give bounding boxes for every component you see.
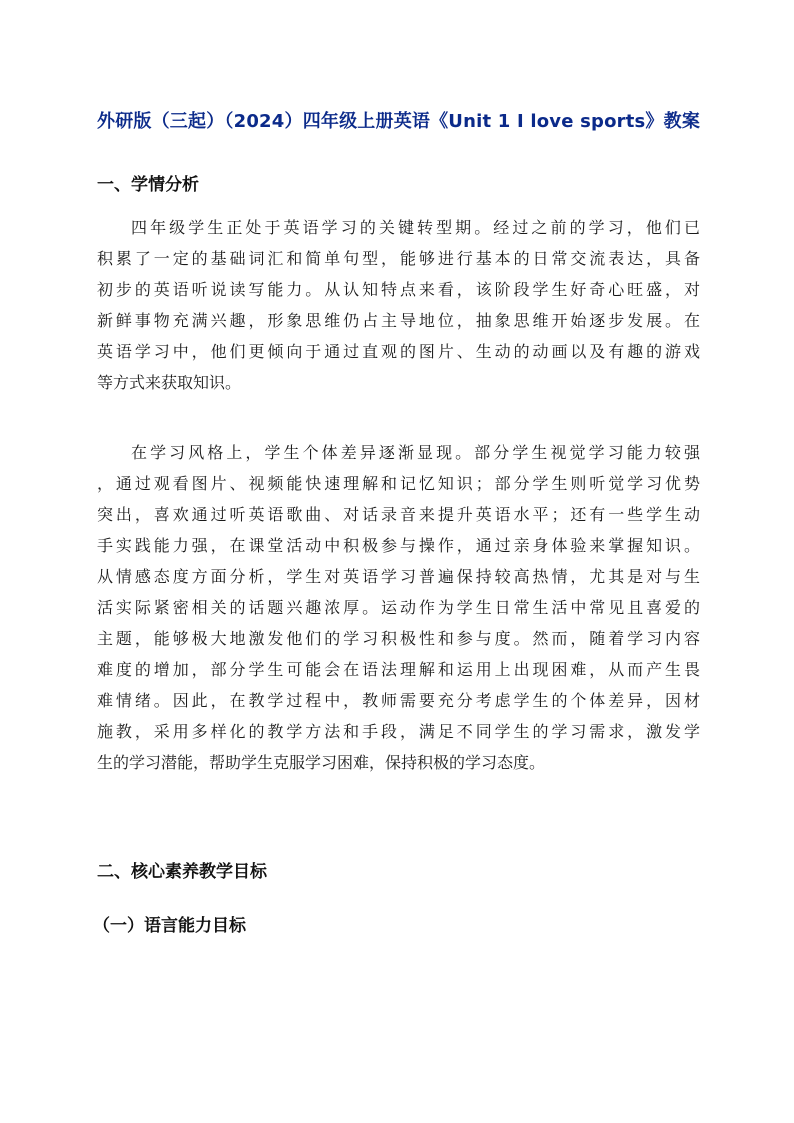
paragraph-line: 积累了一定的基础词汇和简单句型，能够进行基本的日常交流表达，具备	[97, 249, 700, 268]
paragraph-line: 新鲜事物充满兴趣，形象思维仍占主导地位，抽象思维开始逐步发展。在	[97, 311, 700, 330]
paragraph-line: 初步的英语听说读写能力。从认知特点来看，该阶段学生好奇心旺盛，对	[97, 280, 700, 299]
paragraph-line: 从情感态度方面分析，学生对英语学习普遍保持较高热情，尤其是对与生	[97, 567, 700, 586]
paragraph-line: 四年级学生正处于英语学习的关键转型期。经过之前的学习，他们已	[131, 218, 700, 237]
section-heading-core-literacy-goals: 二、核心素养教学目标	[97, 862, 267, 882]
subsection-heading-language-ability: （一）语言能力目标	[93, 916, 246, 936]
document-title: 外研版（三起）（2024）四年级上册英语《Unit 1 I love sports》教案	[97, 111, 701, 132]
paragraph-line: 难情绪。因此，在教学过程中，教师需要充分考虑学生的个体差异，因材	[97, 691, 700, 710]
paragraph-line: 等方式来获取知识。	[97, 373, 242, 392]
paragraph-learner-analysis-1	[97, 212, 700, 398]
paragraph-line: 生的学习潜能，帮助学生克服学习困难，保持积极的学习态度。	[97, 753, 546, 772]
paragraph-learner-analysis-2	[97, 437, 700, 778]
paragraph-line: 主题，能够极大地激发他们的学习积极性和参与度。然而，随着学习内容	[97, 629, 700, 648]
paragraph-line: 英语学习中，他们更倾向于通过直观的图片、生动的动画以及有趣的游戏	[97, 342, 700, 361]
paragraph-line: 难度的增加，部分学生可能会在语法理解和运用上出现困难，从而产生畏	[97, 660, 700, 679]
paragraph-line: 突出，喜欢通过听英语歌曲、对话录音来提升英语水平；还有一些学生动	[97, 505, 700, 524]
paragraph-line: 活实际紧密相关的话题兴趣浓厚。运动作为学生日常生活中常见且喜爱的	[97, 598, 700, 617]
paragraph-line: 在学习风格上，学生个体差异逐渐显现。部分学生视觉学习能力较强	[131, 443, 700, 462]
section-heading-learner-analysis: 一、学情分析	[97, 175, 199, 195]
paragraph-line: ，通过观看图片、视频能快速理解和记忆知识；部分学生则听觉学习优势	[97, 474, 700, 493]
paragraph-line: 手实践能力强，在课堂活动中积极参与操作，通过亲身体验来掌握知识。	[97, 536, 700, 555]
paragraph-line: 施教，采用多样化的教学方法和手段，满足不同学生的学习需求，激发学	[97, 722, 700, 741]
